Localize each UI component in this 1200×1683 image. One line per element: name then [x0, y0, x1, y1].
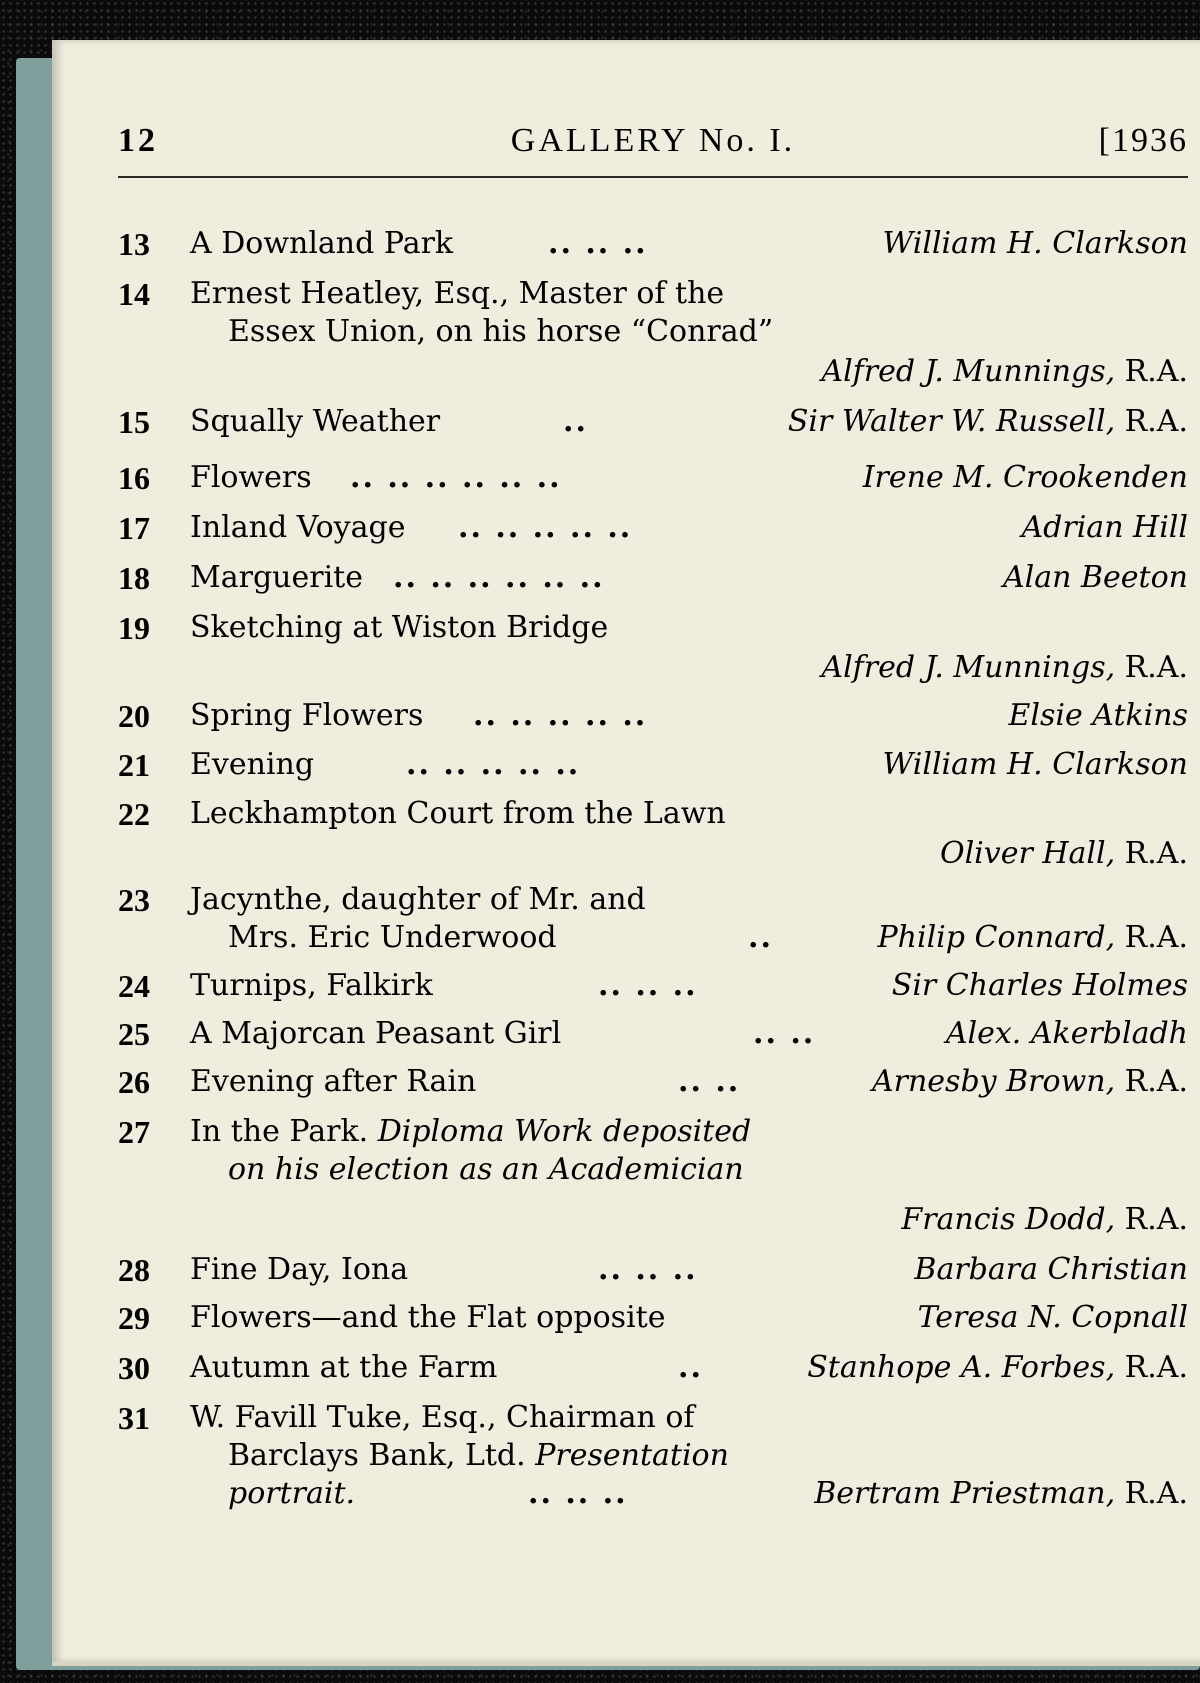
dot-leader: ..	[678, 1350, 703, 1385]
dot-leader: .. ..	[678, 1064, 741, 1099]
entry-number: 20	[118, 698, 150, 734]
entry-title: Flowers—and the Flat opposite	[190, 1300, 666, 1335]
catalogue-entry	[118, 1298, 1188, 1338]
catalogue-entry	[118, 1348, 1188, 1388]
entry-artist: William H. Clarkson	[882, 747, 1188, 782]
entry-artist: Irene M. Crookenden	[862, 460, 1188, 495]
dot-leader: .. .. .. .. .. ..	[350, 460, 562, 495]
entry-artist: Bertram Priestman,	[814, 1476, 1116, 1511]
catalogue-entry	[118, 1398, 1188, 1438]
entry-artist: Oliver Hall,	[939, 836, 1116, 871]
entry-artist-line	[118, 352, 1188, 392]
catalogue-entry	[118, 608, 1188, 648]
dot-leader: .. .. ..	[528, 1476, 628, 1511]
entry-title: Marguerite	[190, 560, 363, 595]
dot-leader: .. .. .. .. ..	[473, 698, 648, 733]
catalogue-entry	[118, 508, 1188, 548]
entry-title: Turnips, Falkirk	[190, 968, 433, 1003]
entry-title-continued	[118, 918, 1188, 958]
entry-title: Jacynthe,	[190, 882, 332, 917]
header-rule	[118, 176, 1188, 178]
entry-artist-line	[118, 1474, 1188, 1514]
entry-number: 13	[118, 226, 150, 262]
dot-leader: .. .. ..	[548, 226, 648, 261]
entry-note: Presentation	[535, 1438, 729, 1473]
entry-title-continued	[118, 312, 1188, 352]
entry-artist: Elsie Atkins	[1008, 698, 1188, 733]
entry-number: 26	[118, 1064, 150, 1100]
catalogue-entry	[118, 880, 1188, 920]
entry-title: Ernest Heatley, Esq., Master of the	[190, 276, 725, 311]
ra-suffix: R.A.	[1124, 836, 1188, 871]
entry-artist: Alex. Akerbladh	[945, 1016, 1188, 1051]
entry-title: Squally Weather	[190, 404, 441, 439]
catalogue-entry	[118, 966, 1188, 1006]
entry-artist: Barbara Christian	[914, 1252, 1188, 1287]
entry-title: W. Favill Tuke, Esq., Chairman of	[190, 1400, 695, 1435]
entry-note-continued	[118, 1150, 1188, 1190]
catalogue-entry	[118, 458, 1188, 498]
catalogue-entry	[118, 558, 1188, 598]
entry-number: 22	[118, 796, 150, 832]
entry-artist: William H. Clarkson	[882, 226, 1188, 261]
catalogue-entry	[118, 1062, 1188, 1102]
ra-suffix: R.A.	[1124, 650, 1188, 685]
entry-number: 16	[118, 460, 150, 496]
entry-title: Autumn at the Farm	[190, 1350, 498, 1385]
entry-number: 28	[118, 1252, 150, 1288]
entry-number: 18	[118, 560, 150, 596]
catalogue-entry	[118, 402, 1188, 442]
dot-leader: .. .. .. .. ..	[406, 747, 581, 782]
gallery-heading: GALLERY No. I.	[510, 122, 796, 159]
entry-number: 25	[118, 1016, 150, 1052]
entry-title-rest: daughter of Mr. and	[331, 882, 646, 917]
catalogue-entry	[118, 274, 1188, 314]
entry-artist: Philip Connard,	[877, 920, 1116, 955]
entry-artist: Sir Walter W. Russell,	[787, 404, 1116, 439]
ra-suffix: R.A.	[1124, 354, 1188, 389]
entry-number: 29	[118, 1300, 150, 1336]
entry-title: Evening after Rain	[190, 1064, 477, 1099]
entry-title: In the Park.	[190, 1114, 369, 1149]
entry-number: 23	[118, 882, 150, 918]
entry-title: Spring Flowers	[190, 698, 424, 733]
ra-suffix: R.A.	[1124, 404, 1188, 439]
entry-title-line2: Essex Union, on his horse “Conrad”	[228, 314, 774, 349]
dot-leader: .. .. ..	[598, 968, 698, 1003]
entry-title: Evening	[190, 747, 315, 782]
entry-artist-line	[118, 648, 1188, 688]
entry-title: Fine Day, Iona	[190, 1252, 409, 1287]
entry-title: Leckhampton Court from the Lawn	[190, 796, 726, 831]
dot-leader: .. ..	[753, 1016, 816, 1051]
entry-number: 17	[118, 510, 150, 546]
entry-number: 19	[118, 610, 150, 646]
entry-artist: Francis Dodd,	[901, 1202, 1116, 1237]
entry-title: Inland Voyage	[190, 510, 406, 545]
entry-artist: Stanhope A. Forbes,	[807, 1350, 1116, 1385]
catalogue-entry	[118, 1250, 1188, 1290]
catalogue-entry	[118, 1112, 1188, 1152]
catalogue-entry	[118, 696, 1188, 736]
entry-title: A Majorcan Peasant Girl	[190, 1016, 562, 1051]
entry-note-line2: portrait.	[228, 1476, 356, 1511]
catalogue-entry	[118, 794, 1188, 834]
dot-leader: ..	[563, 404, 588, 439]
catalogue-entry	[118, 1014, 1188, 1054]
entry-title-line2: Barclays Bank, Ltd.	[228, 1438, 526, 1473]
entry-artist: Alan Beeton	[1003, 560, 1188, 595]
entry-title-continued	[118, 1436, 1188, 1476]
catalogue-entry	[118, 745, 1188, 785]
entry-number: 31	[118, 1400, 150, 1436]
entry-number: 24	[118, 968, 150, 1004]
dot-leader: .. .. .. .. .. ..	[393, 560, 605, 595]
entry-artist: Adrian Hill	[1021, 510, 1188, 545]
entry-note: Diploma Work deposited	[377, 1114, 752, 1149]
exhibition-year: [1936	[1098, 122, 1188, 159]
entry-title-line2: Mrs. Eric Underwood	[228, 920, 557, 955]
entry-artist-line	[118, 1200, 1188, 1240]
page-number: 12	[118, 122, 158, 159]
ra-suffix: R.A.	[1124, 920, 1188, 955]
entry-number: 30	[118, 1350, 150, 1386]
entry-artist: Alfred J. Munnings,	[821, 650, 1116, 685]
dot-leader: .. .. ..	[598, 1252, 698, 1287]
ra-suffix: R.A.	[1124, 1350, 1188, 1385]
ra-suffix: R.A.	[1124, 1064, 1188, 1099]
entry-number: 27	[118, 1114, 150, 1150]
ra-suffix: R.A.	[1124, 1476, 1188, 1511]
entry-title: A Downland Park	[190, 226, 454, 261]
catalogue-entry	[118, 224, 1188, 264]
entry-artist: Arnesby Brown,	[871, 1064, 1116, 1099]
entry-artist-line	[118, 834, 1188, 874]
entry-artist: Sir Charles Holmes	[891, 968, 1188, 1003]
entry-artist: Teresa N. Copnall	[917, 1300, 1188, 1335]
dot-leader: ..	[748, 920, 773, 955]
entry-artist: Alfred J. Munnings,	[821, 354, 1116, 389]
page-header	[118, 110, 1188, 170]
entry-number: 14	[118, 276, 150, 312]
dot-leader: .. .. .. .. ..	[458, 510, 633, 545]
entry-number: 21	[118, 747, 150, 783]
entry-title: Flowers	[190, 460, 312, 495]
entry-number: 15	[118, 404, 150, 440]
entry-title: Sketching at Wiston Bridge	[190, 610, 609, 645]
ra-suffix: R.A.	[1124, 1202, 1188, 1237]
entry-note-line2: on his election as an Academician	[228, 1152, 744, 1187]
